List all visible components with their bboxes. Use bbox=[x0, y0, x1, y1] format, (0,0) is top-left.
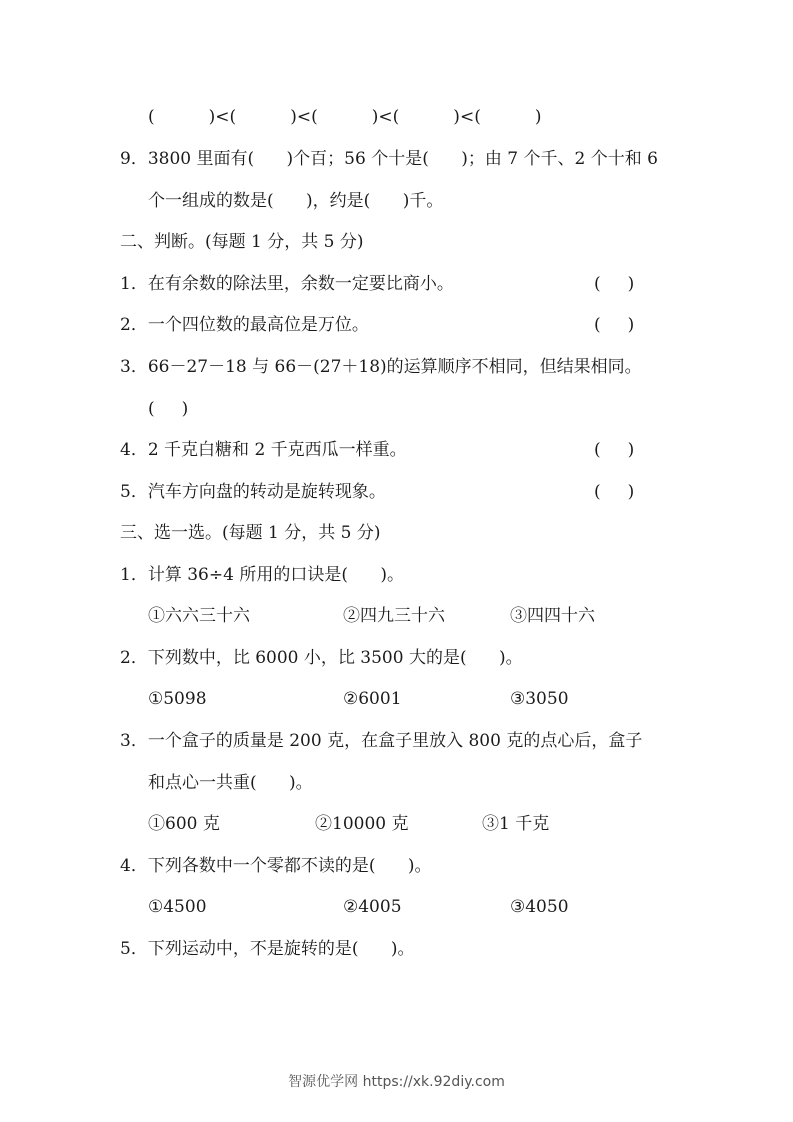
judge-item-2-bracket: ( ) bbox=[594, 315, 635, 335]
comparison-blanks-row: ( )<( )<( )<( )<( ) bbox=[148, 107, 542, 127]
judge-item-3-bracket: ( ) bbox=[148, 399, 189, 419]
choice-q1-option-1: ①六六三十六 bbox=[148, 606, 250, 626]
judge-item-5-bracket: ( ) bbox=[594, 482, 635, 502]
footer-watermark: 智源优学网 https://xk.92diy.com bbox=[288, 1074, 505, 1090]
section-3-heading: 三、选一选。(每题 1 分，共 5 分) bbox=[120, 523, 381, 543]
section-2-heading: 二、判断。(每题 1 分，共 5 分) bbox=[120, 232, 364, 252]
judge-item-4-bracket: ( ) bbox=[594, 440, 635, 460]
judge-item-2-text: 2．一个四位数的最高位是万位。 bbox=[120, 315, 369, 335]
choice-q3-option-3: ③1 千克 bbox=[482, 814, 550, 834]
choice-q2-text: 2．下列数中，比 6000 小，比 3500 大的是( )。 bbox=[120, 648, 523, 668]
choice-q5-text: 5．下列运动中，不是旋转的是( )。 bbox=[120, 939, 415, 959]
choice-q3-option-1: ①600 克 bbox=[148, 814, 220, 834]
choice-q4-option-1: ①4500 bbox=[148, 897, 207, 917]
choice-q1-text: 1．计算 36÷4 所用的口诀是( )。 bbox=[120, 565, 405, 585]
choice-q3-option-2: ②10000 克 bbox=[315, 814, 409, 834]
choice-q4-option-2: ②4005 bbox=[343, 897, 402, 917]
choice-q2-option-3: ③3050 bbox=[510, 689, 569, 709]
judge-item-4-text: 4．2 千克白糖和 2 千克西瓜一样重。 bbox=[120, 440, 407, 460]
choice-q4-text: 4．下列各数中一个零都不读的是( )。 bbox=[120, 856, 432, 876]
judge-item-3-text: 3．66－27－18 与 66－(27＋18)的运算顺序不相同，但结果相同。 bbox=[120, 357, 642, 377]
choice-q3-line-1: 3．一个盒子的质量是 200 克，在盒子里放入 800 克的点心后，盒子 bbox=[120, 731, 643, 751]
judge-item-5-text: 5．汽车方向盘的转动是旋转现象。 bbox=[120, 482, 386, 502]
choice-q1-option-3: ③四四十六 bbox=[510, 606, 595, 626]
choice-q2-option-1: ①5098 bbox=[148, 689, 207, 709]
question-9-line-2: 个一组成的数是( )，约是( )千。 bbox=[148, 191, 444, 211]
choice-q1-option-2: ②四九三十六 bbox=[343, 606, 445, 626]
choice-q3-line-2: 和点心一共重( )。 bbox=[148, 773, 313, 793]
question-9-line-1: 9．3800 里面有( )个百；56 个十是( )；由 7 个千、2 个十和 6 bbox=[120, 149, 658, 169]
judge-item-1-text: 1．在有余数的除法里，余数一定要比商小。 bbox=[120, 274, 454, 294]
judge-item-1-bracket: ( ) bbox=[594, 274, 635, 294]
choice-q2-option-2: ②6001 bbox=[343, 689, 402, 709]
choice-q4-option-3: ③4050 bbox=[510, 897, 569, 917]
